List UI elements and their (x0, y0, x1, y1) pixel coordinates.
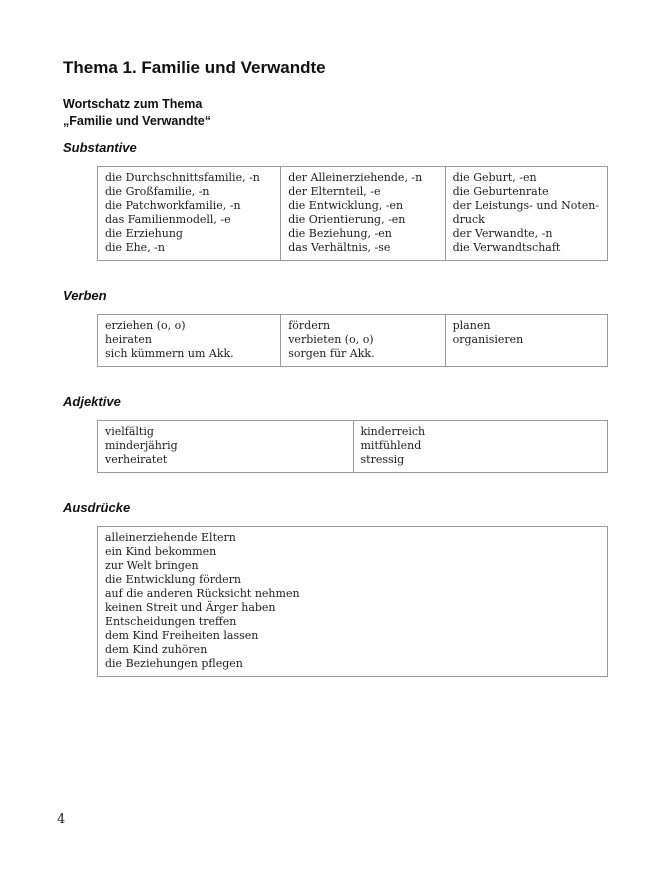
vocab-line: kinderreich (360, 425, 426, 438)
vocab-line: das Familienmodell, -e (105, 213, 231, 226)
table-column (280, 315, 444, 366)
vocab-line: der Elternteil, -e (288, 185, 381, 198)
vocab-line: die Großfamilie, -n (105, 185, 210, 198)
vocab-line: verbieten (o, o) (288, 333, 374, 346)
vocab-line: das Verhältnis, -se (288, 241, 391, 254)
vocab-line: planen (452, 319, 491, 332)
vocab-line: ein Kind bekommen (105, 545, 217, 558)
table-column (98, 421, 353, 472)
vocab-line: der Alleinerziehende, -n (288, 171, 423, 184)
vocab-line: die Beziehung, -en (288, 227, 392, 240)
ausdruecke-table (97, 526, 608, 677)
vocab-line: die Entwicklung, -en (288, 199, 404, 212)
vocab-line: erziehen (o, o) (105, 319, 186, 332)
vocab-line: die Beziehungen pflegen (105, 657, 243, 670)
vocab-line: druck (452, 213, 485, 226)
vocab-line: alleinerziehende Eltern (105, 531, 236, 544)
vocab-line: auf die anderen Rücksicht nehmen (105, 587, 300, 600)
vocab-line: die Ehe, -n (105, 241, 165, 254)
table-column (280, 167, 444, 260)
vocab-line: dem Kind Freiheiten lassen (105, 629, 259, 642)
adjektive-table (97, 420, 608, 473)
vocab-line: die Entwicklung fördern (105, 573, 241, 586)
table-column (353, 421, 608, 472)
vocab-line: heiraten (105, 333, 152, 346)
subtitle-line-2: „Familie und Verwandte“ (63, 114, 211, 128)
vocab-line: verheiratet (105, 453, 168, 466)
vocab-line: minderjährig (105, 439, 178, 452)
vocab-line: die Verwandtschaft (452, 241, 561, 254)
vocab-line: dem Kind zuhören (105, 643, 208, 656)
table-column (445, 167, 607, 260)
table-column (98, 527, 607, 676)
page-title: Thema 1. Familie und Verwandte (63, 58, 326, 77)
subtitle (63, 96, 608, 130)
substantive-table (97, 166, 608, 261)
table-column (445, 315, 607, 366)
table-column (98, 167, 280, 260)
vocab-line: die Erziehung (105, 227, 183, 240)
vocab-line: Entscheidungen treffen (105, 615, 237, 628)
table-column (98, 315, 280, 366)
section-heading-verben: Verben (63, 288, 107, 303)
vocab-line: mitfühlend (360, 439, 422, 452)
vocab-line: der Leistungs- und Noten- (452, 199, 600, 212)
vocab-line: die Geburtenrate (452, 185, 549, 198)
vocab-line: stressig (360, 453, 405, 466)
vocab-line: vielfältig (105, 425, 154, 438)
section-heading-adjektive: Adjektive (63, 394, 121, 409)
vocab-line: sorgen für Akk. (288, 347, 375, 360)
page-number: 4 (57, 812, 66, 827)
section-heading-ausdruecke: Ausdrücke (63, 500, 131, 515)
vocab-line: die Patchworkfamilie, -n (105, 199, 241, 212)
vocab-line: die Geburt, -en (452, 171, 537, 184)
section-heading-substantive: Substantive (63, 140, 137, 155)
vocab-line: die Orientierung, -en (288, 213, 406, 226)
subtitle-line-1: Wortschatz zum Thema (63, 97, 203, 111)
verben-table (97, 314, 608, 367)
vocab-line: der Verwandte, -n (452, 227, 553, 240)
vocab-line: sich kümmern um Akk. (105, 347, 234, 360)
vocab-line: die Durchschnittsfamilie, -n (105, 171, 260, 184)
vocab-line: zur Welt bringen (105, 559, 199, 572)
vocab-line: fördern (288, 319, 331, 332)
vocab-line: keinen Streit und Ärger haben (105, 601, 276, 614)
vocab-line: organisieren (452, 333, 524, 346)
